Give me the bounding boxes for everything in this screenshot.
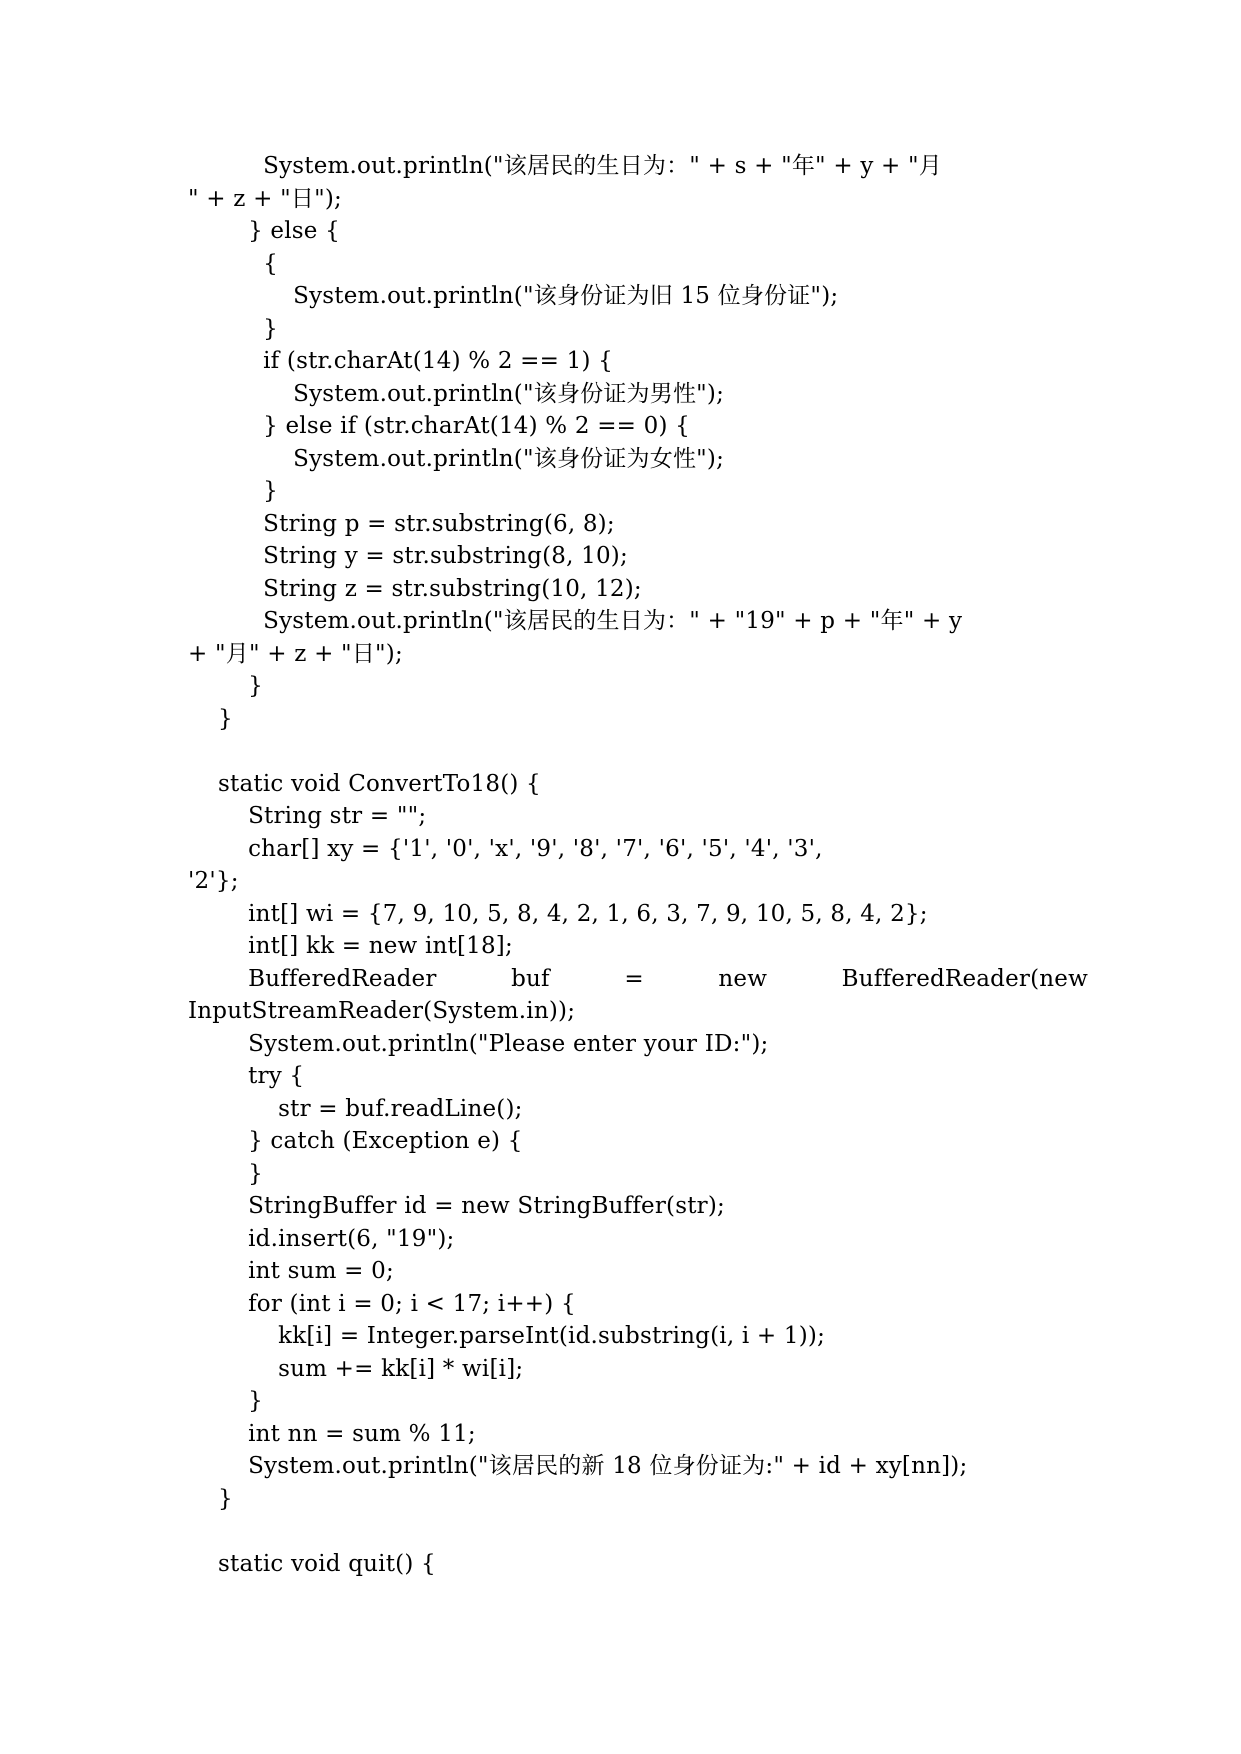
code-indent (188, 963, 248, 996)
code-line: sum += kk[i] * wi[i]; (188, 1355, 524, 1382)
code-line: } (188, 315, 278, 342)
code-line: System.out.println("Please enter your ID:"); (188, 1030, 769, 1057)
code-line: } else { (188, 218, 340, 244)
code-token: new (718, 965, 768, 992)
code-line: } (188, 673, 263, 699)
code-line: } (188, 705, 233, 732)
code-line: static void ConvertTo18() { (188, 770, 541, 797)
code-token: = (624, 965, 644, 992)
code-line: " + z + "日"); (188, 185, 342, 212)
code-line: int[] kk = new int[18]; (188, 933, 513, 959)
code-line: int[] wi = {7, 9, 10, 5, 8, 4, 2, 1, 6, 3, 7, 9, 10, 5, 8, 4, 2}; (188, 900, 928, 927)
code-line: char[] xy = {'1', '0', 'x', '9', '8', '7', '6', '5', '4', '3', (188, 835, 823, 862)
code-line: String z = str.substring(10, 12); (188, 575, 642, 602)
code-line: System.out.println("该身份证为男性"); (188, 380, 725, 407)
code-line: String p = str.substring(6, 8); (188, 510, 615, 537)
code-line: id.insert(6, "19"); (188, 1225, 455, 1252)
code-line: static void quit() { (188, 1550, 436, 1577)
code-line: '2'}; (188, 868, 239, 894)
code-line: if (str.charAt(14) % 2 == 1) { (188, 348, 613, 374)
code-line: + "月" + z + "日"); (188, 640, 403, 667)
code-line: System.out.println("该居民的新 18 位身份证为:" + id + xy[nn]); (188, 1453, 968, 1479)
code-line (188, 1515, 1088, 1548)
code-line: try { (188, 1063, 305, 1089)
code-line (188, 735, 1088, 768)
code-line: } (188, 1485, 233, 1512)
code-line: } (188, 1388, 263, 1414)
code-line: int sum = 0; (188, 1258, 394, 1284)
code-line: } (188, 1160, 263, 1187)
code-line: int nn = sum % 11; (188, 1420, 476, 1447)
code-line: System.out.println("该居民的生日为：" + s + "年" + y + "月 (188, 153, 942, 179)
code-token: BufferedReader(new (841, 965, 1088, 992)
code-token: buf (511, 965, 550, 992)
code-token: BufferedReader (248, 965, 437, 992)
code-line: StringBuffer id = new StringBuffer(str); (188, 1193, 725, 1219)
code-line: kk[i] = Integer.parseInt(id.substring(i, i + 1)); (188, 1323, 826, 1349)
code-line: } else if (str.charAt(14) % 2 == 0) { (188, 413, 691, 439)
code-line: str = buf.readLine(); (188, 1095, 523, 1122)
code-line: InputStreamReader(System.in)); (188, 998, 576, 1024)
code-line: } (188, 478, 278, 504)
code-line: String str = ""; (188, 803, 427, 829)
code-line: String y = str.substring(8, 10); (188, 543, 628, 569)
code-line-justified (188, 963, 1088, 996)
code-line: } catch (Exception e) { (188, 1128, 523, 1154)
code-line: System.out.println("该居民的生日为：" + "19" + p + "年" + y (188, 608, 963, 634)
code-line: System.out.println("该身份证为旧 15 位身份证"); (188, 283, 839, 309)
code-line: { (188, 250, 278, 277)
code-line: for (int i = 0; i < 17; i++) { (188, 1290, 576, 1317)
code-listing (188, 150, 1088, 1580)
code-line: System.out.println("该身份证为女性"); (188, 445, 725, 472)
